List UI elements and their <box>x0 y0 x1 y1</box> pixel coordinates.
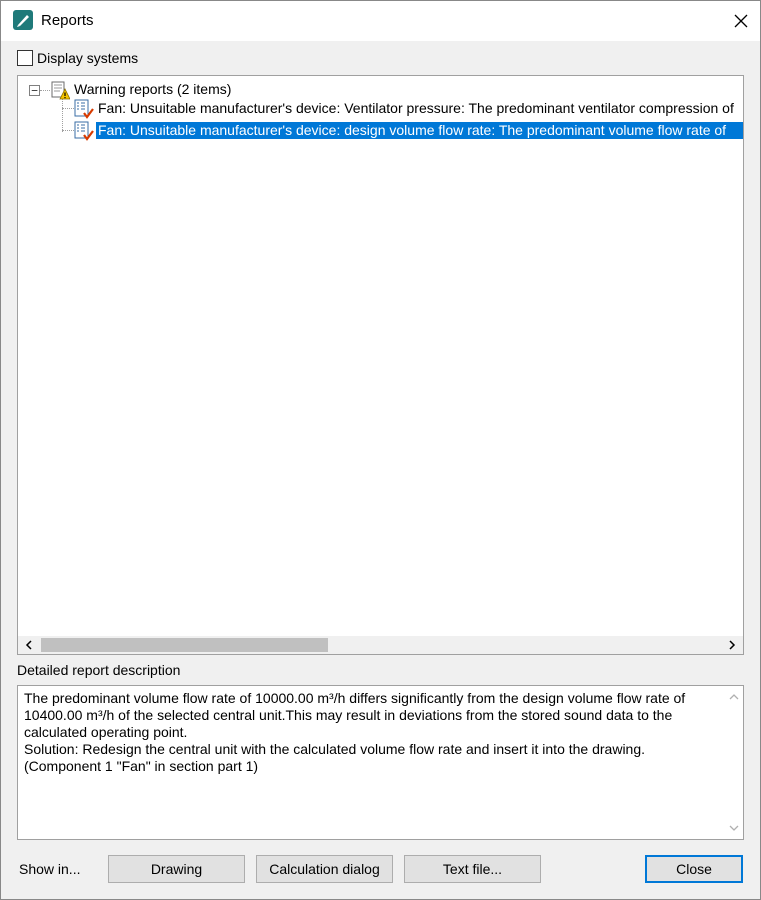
scroll-right-icon[interactable] <box>723 636 741 654</box>
collapse-toggle[interactable]: − <box>29 85 40 96</box>
display-systems-label: Display systems <box>37 50 139 66</box>
horizontal-scrollbar[interactable] <box>18 636 743 654</box>
tree-connector <box>62 98 63 132</box>
display-systems-checkbox[interactable] <box>17 50 33 66</box>
scroll-left-icon[interactable] <box>20 636 38 654</box>
drawing-button[interactable]: Drawing <box>108 855 245 883</box>
show-in-label: Show in... <box>19 861 81 877</box>
calculation-dialog-button[interactable]: Calculation dialog <box>256 855 393 883</box>
title-bar <box>1 1 760 41</box>
pen-app-icon <box>13 10 33 30</box>
tree-item[interactable]: Fan: Unsuitable manufacturer's device: Ventilator pressure: The predominant ventilator compression of <box>98 100 734 116</box>
tree-connector <box>62 130 74 131</box>
tree-connector <box>40 90 50 91</box>
close-button[interactable]: Close <box>645 855 743 883</box>
text-file-button[interactable]: Text file... <box>404 855 541 883</box>
close-icon[interactable] <box>721 1 760 41</box>
details-label: Detailed report description <box>17 662 181 678</box>
report-warning-icon <box>74 99 94 119</box>
details-text: The predominant volume flow rate of 10000.00 m³/h differs significantly from the design volume flow rate of 10400.00 m³/h of the selected central unit.This may result in deviations from the stored sound data to the calculated operating point. Solution: Redesign the central unit with the calculated volume flow rate and insert it into the drawing. (Component 1 "Fan" in section part 1) <box>24 690 686 774</box>
report-warning-icon <box>74 121 94 141</box>
scroll-thumb[interactable] <box>41 638 328 652</box>
tree-connector <box>62 108 74 109</box>
warning-folder-icon <box>50 80 70 100</box>
tree-item-selected[interactable]: Fan: Unsuitable manufacturer's device: design volume flow rate: The predominant volume flow rate of <box>96 122 743 139</box>
scroll-down-icon[interactable] <box>725 819 743 837</box>
display-systems-option[interactable] <box>17 49 138 67</box>
scroll-up-icon[interactable] <box>725 688 743 706</box>
details-textarea[interactable] <box>17 685 744 840</box>
vertical-scrollbar[interactable] <box>725 686 743 839</box>
tree-root-label[interactable]: Warning reports (2 items) <box>74 81 232 97</box>
window-title: Reports <box>41 12 94 29</box>
reports-tree[interactable] <box>17 75 744 655</box>
